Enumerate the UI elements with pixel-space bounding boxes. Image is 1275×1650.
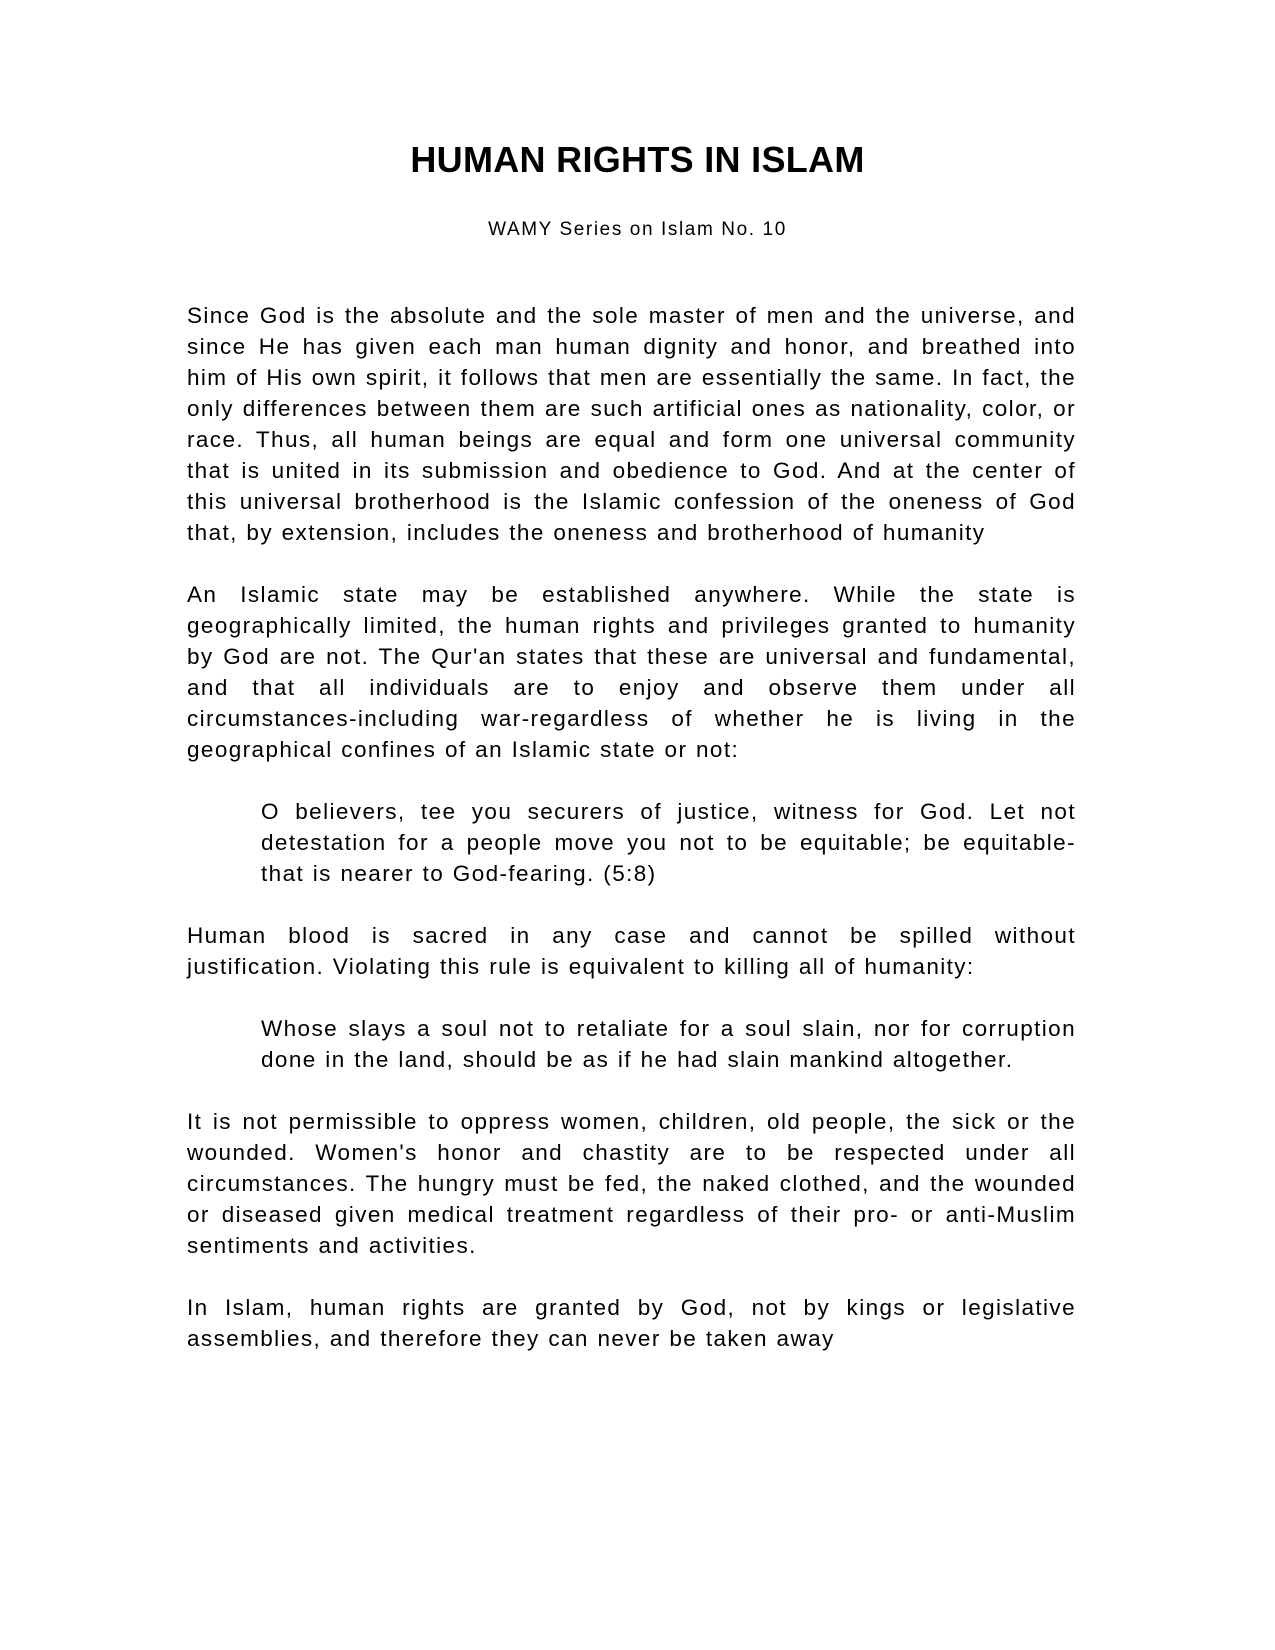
document-subtitle: WAMY Series on Islam No. 10 [488,219,787,240]
paragraph-5: In Islam, human rights are granted by God, not by kings or legislative assemblies, and therefore they can never be taken away [187,1295,1076,1351]
paragraph-1: Since God is the absolute and the sole master of men and the universe, and since He has given each man human dignity and honor, and breathed into him of His own spirit, it follows that men are essentially the same. In fact, the only differences between them are such artificial ones as nationality, color, or race. Thus, all human beings are equal and form one universal community that is united in its submission and obedience to God. And at the center of this universal brotherhood is the Islamic confession of the oneness of God that, by extension, includes the oneness and brotherhood of humanity [187,303,1076,545]
paragraph-2: An Islamic state may be established anywhere. While the state is geographically limited, the human rights and privileges granted to humanity by God are not. The Qur'an states that these are universal and fundamental, and that all individuals are to enjoy and observe them under all circumstances-including war-regardless of whether he is living in the geographical confines of an Islamic state or not: [187,582,1076,762]
document-title: HUMAN RIGHTS IN ISLAM [410,139,865,180]
quote-1: O believers, tee you securers of justice, witness for God. Let not detestation for a people move you not to be equitable; be equitable-that is nearer to God-fearing. (5:8) [261,799,1076,886]
quote-2: Whose slays a soul not to retaliate for a soul slain, nor for corruption done in the land, should be as if he had slain mankind altogether. [261,1016,1076,1072]
paragraph-3: Human blood is sacred in any case and cannot be spilled without justification. Violating this rule is equivalent to killing all of humanity: [187,923,1076,979]
document-body [187,300,1076,1385]
paragraph-4: It is not permissible to oppress women, children, old people, the sick or the wounded. Women's honor and chastity are to be respected under all circumstances. The hungry must be fed, the naked clothed, and the wounded or diseased given medical treatment regardless of their pro- or anti-Muslim sentiments and activities. [187,1109,1076,1258]
